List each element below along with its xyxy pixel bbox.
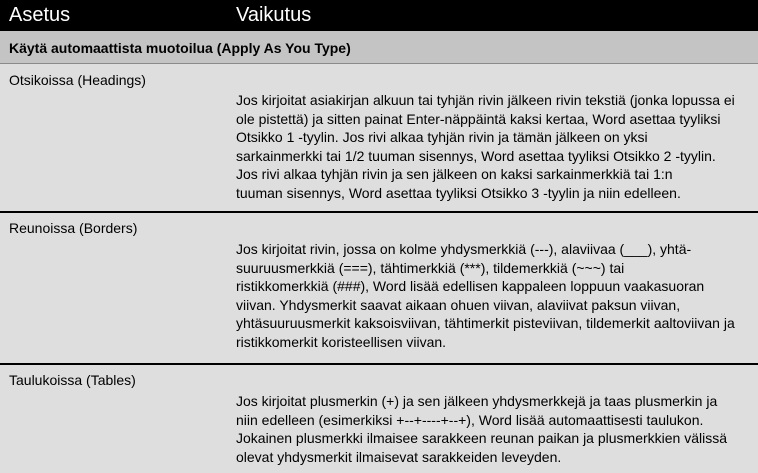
row-effect-description [236,392,756,466]
row-setting-name: Taulukoissa (Tables) [9,372,136,388]
description-line: Jos rivi alkaa tyhjän rivin ja sen jälkeen on kaksi sarkainmerkkiä tai 1:n [236,166,673,183]
description-line: ristikkomerkit koristeellisen viivan. [236,333,447,350]
description-line: Jos kirjoitat rivin, jossa on kolme yhdysmerkkiä (---), alaviivaa (___), yhtä- [236,241,692,257]
description-line: yhtäsuuruusmerkit kaksoisviivan, tähtimerkit pisteviivan, tildemerkit aaltoviivan ja [236,315,735,332]
description-line: sarkainmerkki tai 1/2 tuuman sisennys, Word asettaa tyyliksi Otsikko 2 -tyylin. [236,147,716,164]
description-line: ole pistettä) ja sitten painat Enter-näppäintä kaksi kertaa, Word asettaa tyyliksi [236,110,721,127]
column-header-setting: Asetus [9,4,71,26]
description-line: Jos kirjoitat asiakirjan alkuun tai tyhjän rivin jälkeen rivin tekstiä (jonka lopussa ei [236,92,735,108]
description-line: Jos kirjoitat plusmerkin (+) ja sen jälkeen yhdysmerkkejä ja taas plusmerkin ja [236,393,718,409]
description-line: niin edelleen (esimerkiksi +--+----+--+), Word lisää automaattisesti taulukon. [236,411,704,428]
description-line: Otsikko 1 -tyylin. Jos rivi alkaa tyhjän rivin ja tämän jälkeen on yksi [236,129,648,146]
description-line: suuruusmerkkiä (===), tähtimerkkiä (***), tildemerkkiä (~~~) tai [236,259,625,276]
description-line: olevat yhdysmerkit ilmaisevat sarakkeiden leveyden. [236,448,562,465]
description-line: Jokainen plusmerkki ilmaisee sarakkeen reunan paikan ja plusmerkkien välissä [236,430,728,447]
row-setting-name: Reunoissa (Borders) [9,220,138,236]
row-effect-description [236,91,756,203]
section-title: Käytä automaattista muotoilua (Apply As You Type) [0,31,758,64]
table-row [0,365,758,473]
table-header [0,0,758,31]
table-row [0,65,758,211]
description-line: ristikkomerkkiä (###), Word lisää edellisen kappaleen loppuun vaakasuoran [236,278,705,295]
description-line: tuuman sisennys, Word asettaa tyyliksi Otsikko 3 -tyylin ja niin edelleen. [236,184,681,201]
row-effect-description [236,240,756,352]
table-row [0,213,758,363]
description-line: viivan. Yhdysmerkit saavat aikaan ohuen viivan, alaviivat paksun viivan, [236,296,681,313]
column-header-effect: Vaikutus [236,4,312,26]
row-setting-name: Otsikoissa (Headings) [9,72,146,88]
